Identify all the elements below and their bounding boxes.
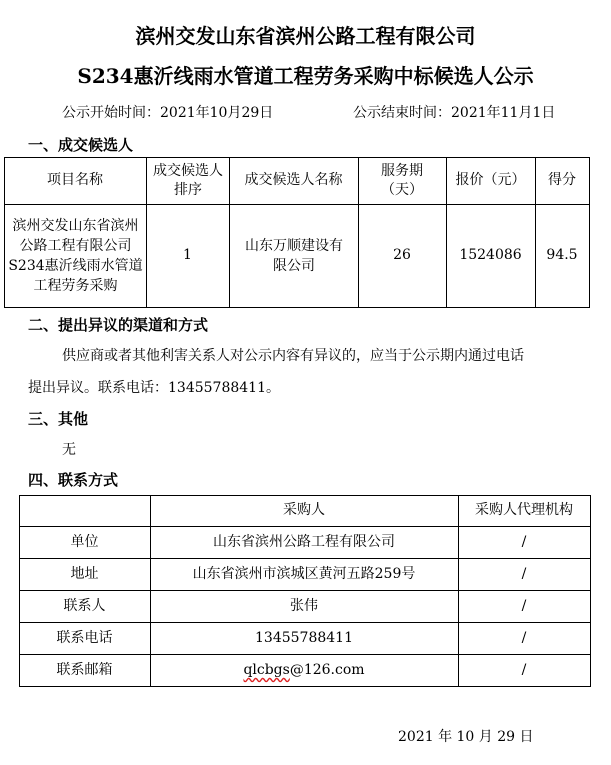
email-domain: @126.com	[289, 661, 365, 678]
cell-project-name: 滨州交发山东省滨州公路工程有限公司 S234惠沂线雨水管道工程劳务采购	[8, 217, 143, 294]
header-price: 报价（元）	[455, 172, 526, 189]
other-text: 无	[62, 442, 76, 458]
cell-price: 1524086	[459, 247, 522, 264]
objection-text-line2: 提出异议。联系电话：13455788411。	[28, 380, 280, 396]
header-project-name: 项目名称	[47, 172, 103, 189]
contact-buyer-address: 山东省滨州市滨城区黄河五路259号	[192, 565, 416, 582]
contact-header-buyer: 采购人	[283, 502, 325, 519]
contact-agent-phone: /	[521, 629, 527, 646]
contact-agent-address: /	[521, 565, 527, 582]
publish-end-date: 公示结束时间：2021年11月1日	[353, 105, 556, 121]
section-other-heading: 三、其他	[28, 410, 89, 428]
header-score: 得分	[548, 172, 576, 189]
page-subtitle: S234惠沂线雨水管道工程劳务采购中标候选人公示	[77, 64, 534, 88]
section-contact-heading: 四、联系方式	[28, 471, 119, 489]
contact-label-address: 地址	[70, 565, 99, 582]
cell-rank: 1	[183, 247, 192, 264]
publish-start-date: 公示开始时间：2021年10月29日	[62, 105, 274, 121]
contact-buyer-email	[150, 654, 458, 686]
page-title: 滨州交发山东省滨州公路工程有限公司	[135, 24, 476, 48]
contact-agent-unit: /	[521, 533, 527, 550]
cell-candidate-name: 山东万顺建设有限公司	[245, 237, 343, 274]
cell-score: 94.5	[546, 247, 578, 264]
objection-text-line1: 供应商或者其他利害关系人对公示内容有异议的，应当于公示期内通过电话	[62, 348, 524, 364]
header-service-period: 服务期（天）	[381, 163, 423, 198]
contact-buyer-unit: 山东省滨州公路工程有限公司	[213, 533, 395, 550]
contact-label-email: 联系邮箱	[56, 661, 113, 678]
contact-label-phone: 联系电话	[56, 629, 113, 646]
contact-agent-person: /	[521, 597, 527, 614]
section-objection-heading: 二、提出异议的渠道和方式	[28, 316, 209, 334]
contact-agent-email: /	[521, 661, 527, 678]
header-candidate-name: 成交候选人名称	[244, 172, 343, 189]
section-candidates-heading: 一、成交候选人	[28, 136, 134, 154]
footer-date: 2021 年 10 月 29 日	[398, 729, 534, 745]
cell-service-period: 26	[393, 247, 411, 264]
email-user: qlcbgs	[243, 661, 290, 678]
contact-label-unit: 单位	[70, 533, 99, 550]
contact-buyer-phone: 13455788411	[255, 629, 353, 646]
contact-label-person: 联系人	[63, 597, 106, 614]
contact-buyer-person: 张伟	[290, 597, 318, 614]
header-rank: 成交候选人排序	[153, 163, 223, 198]
contact-header-agent: 采购人代理机构	[475, 502, 573, 519]
